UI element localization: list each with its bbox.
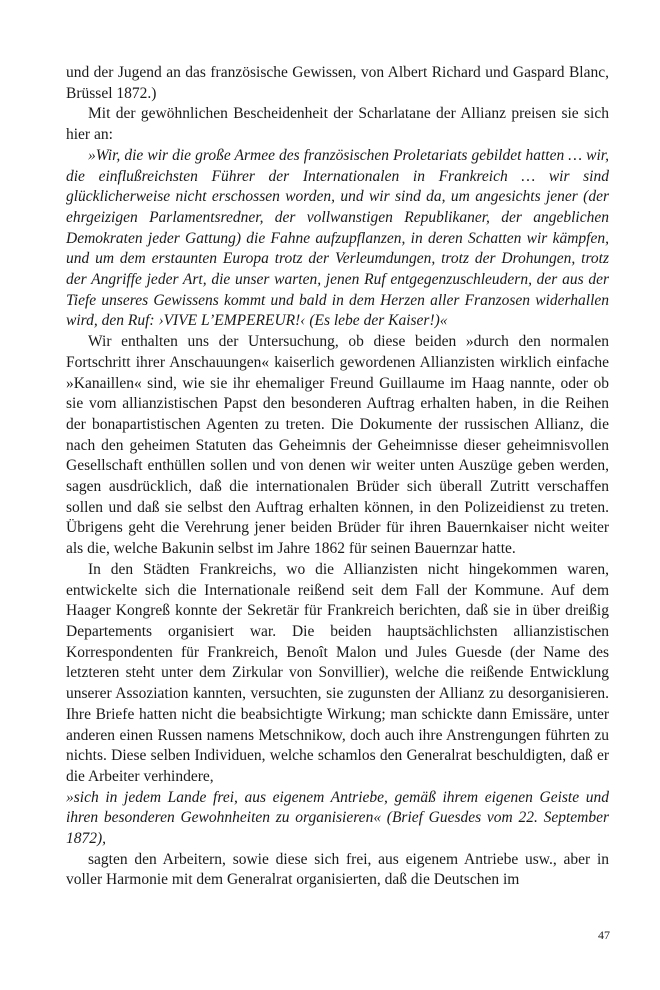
paragraph-2: Mit der gewöhnlichen Bescheidenheit der Scharlatane der Allianz preisen sie sich hier an: — [66, 105, 609, 144]
paragraph-4: In den Städten Frankreichs, wo die Allianzisten nicht hingekommen waren, entwickelte sich die Internationale reißend seit dem Fall der Kommune. Auf dem Haager Kongreß konnte der Sekretär für Frankreich berichten, daß sie in über dreißig Departements organisiert war. Die beiden hauptsächlichsten allianzistischen Korrespondenten für Frankreich, Benoît Malon und Jules Guesde (der Name des letzteren steht unter dem Zirkular von Sonvillier), welche die reißende Entwicklung unserer Assoziation kannten, versuchten, sie zugunsten der Allianz zu desorganisieren. Ihre Briefe hatten nicht die beabsichtigte Wirkung; man schickte dann Emissäre, unter anderen einen Russen namens Metschnikow, doch auch ihre Anstrengungen führten zu nichts. Diese selben Individuen, welche schamlos den Generalrat beschuldigten, daß er die Arbeiter verhindere, — [66, 560, 609, 785]
paragraph-3: Wir enthalten uns der Untersuchung, ob diese beiden »durch den normalen Fortschritt ihrer Anschauungen« kaiserlich gewordenen Allianzisten wirklich einfache »Kanaillen« sind, wie sie ihr ehemaliger Freund Guillaume im Haag nannte, oder ob sie vom allianzistischen Papst den besonderen Auftrag erhalten haben, in die Reihen der bonapartistischen Agenten zu treten. Die Dokumente der russischen Allianz, die nach den geheimen Statuten das Geheimnis der Geheimnisse dieser geheimnisvollen Gesellschaft enthüllen sollen und von denen wir weiter unten Auszüge geben werden, sagen ausdrücklich, daß die internationalen Brüder sich überall Zutritt verschaffen sollen und daß sie selbst den Auftrag erhalten können, in den Polizeidienst zu treten. Übrigens geht die Verehrung jener beiden Brüder für ihren Bauernkaiser nicht weiter als die, welche Bakunin selbst im Jahre 1862 für seinen Bauernzar hatte. — [66, 333, 609, 558]
block-quote-1: »Wir, die wir die große Armee des französischen Proletariats gebildet hatten … wir, die einflußreichsten Führer der Internationalen in Frankreich … wir sind glücklicherweise nicht erschossen worden, und wir sind da, um angesichts jener (der ehrgeizigen Parlamentsredner, der vollwanstigen Republikaner, der angeblichen Demokraten jeder Gattung) die Fahne aufzupflanzen, in deren Schatten wir kämpfen, und um dem erstaunten Europa trotz der Verleumdungen, trotz der Drohungen, trotz der Angriffe jeder Art, die unser warten, jenen Ruf entgegenzuschleudern, der aus der Tiefe unseres Gewissens kommt und bald in dem Herzen aller Franzosen widerhallen wird, den Ruf: ›VIVE L’EMPEREUR!‹ (Es lebe der Kaiser!)« — [66, 146, 609, 330]
paragraph-1: und der Jugend an das französische Gewissen, von Albert Richard und Gaspard Blanc, Brüssel 1872.) — [66, 64, 609, 102]
paragraph-5: sagten den Arbeitern, sowie diese sich frei, aus eigenem Antriebe usw., aber in voller Harmonie mit dem Generalrat organisierten, daß die Deutschen im — [66, 850, 609, 889]
block-quote-2: »sich in jedem Lande frei, aus eigenem Antriebe, gemäß ihrem eigenen Geiste und ihren besonderen Gewohnheiten zu organisieren« (Brief Guesdes vom 22. September 1872), — [66, 788, 609, 848]
page-text — [66, 63, 609, 891]
page-number: 47 — [598, 928, 610, 942]
